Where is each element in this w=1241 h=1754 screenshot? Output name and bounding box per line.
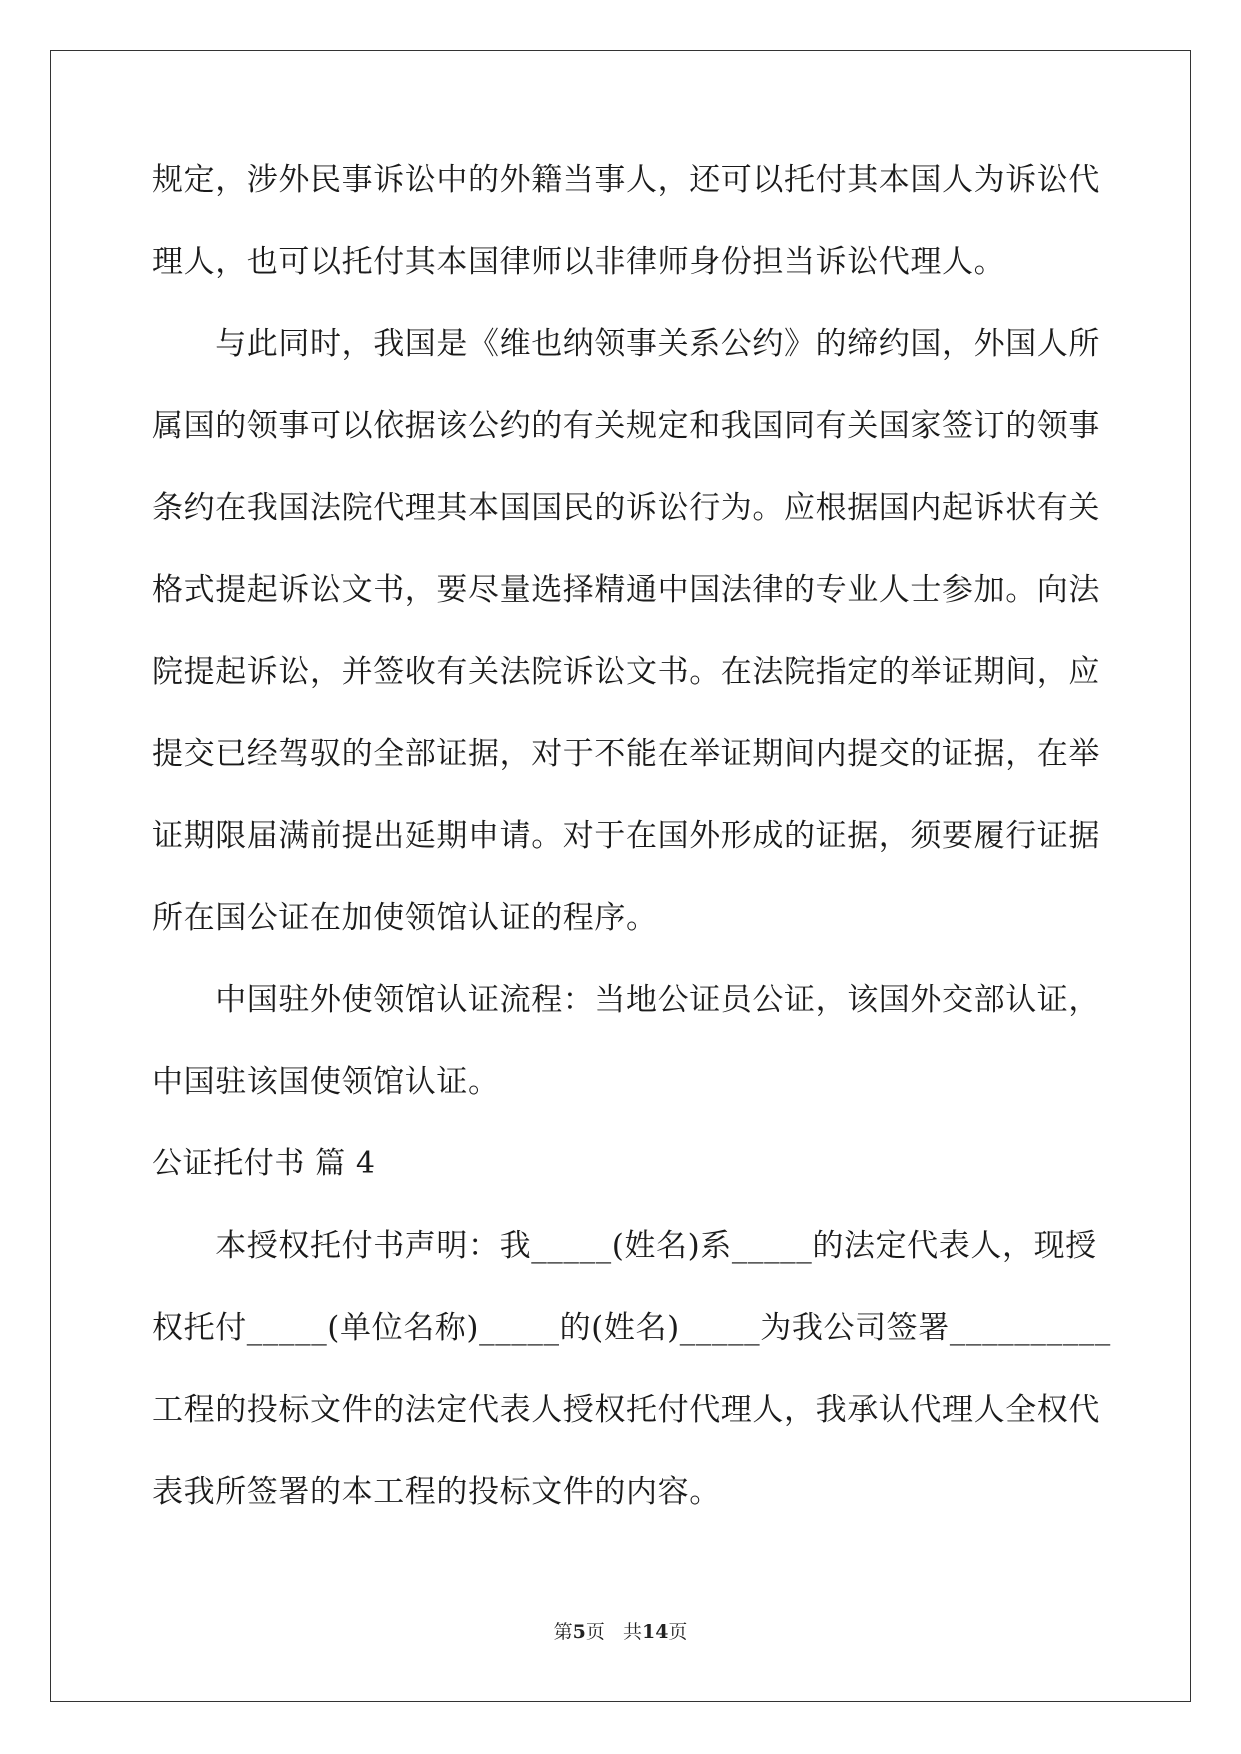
- text-line-5: 条约在我国法院代理其本国国民的诉讼行为。应根据国内起诉状有关: [152, 490, 1100, 526]
- text-line-11: 中国驻外使领馆认证流程：当地公证员公证，该国外交部认证，: [152, 982, 1100, 1018]
- page-footer: [0, 1620, 1241, 1644]
- text-line-14: 本授权托付书声明：我_____(姓名)系_____的法定代表人，现授: [152, 1228, 1097, 1264]
- page-mid: 页: [585, 1621, 605, 1643]
- text-line-3: 与此同时，我国是《维也纳领事关系公约》的缔约国，外国人所: [152, 326, 1100, 362]
- total-prefix: 共: [622, 1621, 642, 1643]
- page-number: 5: [572, 1621, 586, 1643]
- text-line-12: 中国驻该国使领馆认证。: [152, 1064, 500, 1100]
- text-line-8: 提交已经驾驭的全部证据，对于不能在举证期间内提交的证据，在举: [152, 736, 1100, 772]
- text-line-1: 规定，涉外民事诉讼中的外籍当事人，还可以托付其本国人为诉讼代: [152, 162, 1100, 198]
- text-line-4: 属国的领事可以依据该公约的有关规定和我国同有关国家签订的领事: [152, 408, 1100, 444]
- text-line-16: 工程的投标文件的法定代表人授权托付代理人，我承认代理人全权代: [152, 1392, 1100, 1428]
- total-suffix: 页: [668, 1621, 688, 1643]
- text-line-17: 表我所签署的本工程的投标文件的内容。: [152, 1474, 721, 1510]
- text-line-15: 权托付_____(单位名称)_____的(姓名)_____为我公司签署__________: [152, 1310, 1111, 1346]
- total-pages: 14: [641, 1621, 669, 1643]
- text-line-6: 格式提起诉讼文书，要尽量选择精通中国法律的专业人士参加。向法: [152, 572, 1100, 608]
- section-heading: 公证托付书 篇 4: [152, 1146, 376, 1181]
- page-prefix: 第: [553, 1621, 573, 1643]
- document-body: [152, 160, 1111, 1512]
- text-line-9: 证期限届满前提出延期申请。对于在国外形成的证据，须要履行证据: [152, 818, 1100, 854]
- text-line-7: 院提起诉讼，并签收有关法院诉讼文书。在法院指定的举证期间，应: [152, 654, 1100, 690]
- text-line-10: 所在国公证在加使领馆认证的程序。: [152, 900, 658, 936]
- text-line-2: 理人，也可以托付其本国律师以非律师身份担当诉讼代理人。: [152, 244, 1006, 280]
